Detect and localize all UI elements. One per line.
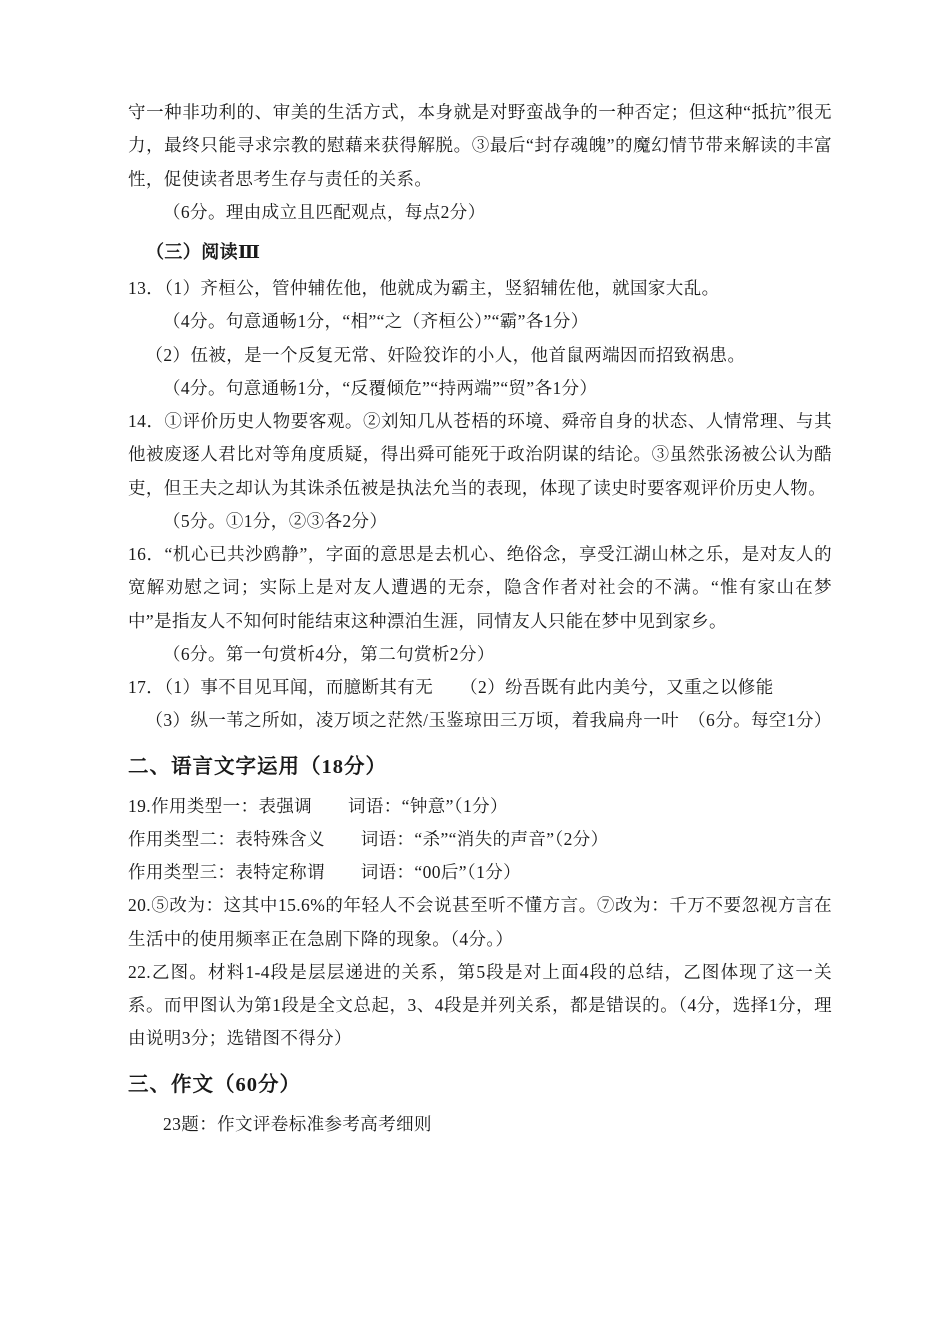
answer-paragraph-11: 守一种非功利的、审美的生活方式，本身就是对野蛮战争的一种否定；但这种“抵抗”很无力，最终只能寻求宗教的慰藉来获得解脱。③最后“封存魂魄”的魔幻情节带来解读的丰富性，促使读者思考生存与责任的关系。 — [128, 102, 832, 189]
scoring-note-11: （6分。理由成立且匹配观点，每点2分） — [163, 201, 486, 222]
answer-23: 23题：作文评卷标准参考高考细则 — [163, 1113, 432, 1134]
scoring-note-13-1: （4分。句意通畅1分，“相”“之（齐桓公）”“霸”各1分） — [163, 311, 589, 332]
answer-19-type-2: 作用类型二：表特殊含义 词语：“杀”“消失的声音”（2分） — [128, 828, 609, 849]
section-heading-language-use: 二、语言文字运用（18分） — [128, 755, 387, 778]
answer-16: 16．“机心已共沙鸥静”，字面的意思是去机心、绝俗念，享受江湖山林之乐，是对友人的宽解劝慰之词；实际上是对友人遭遇的无奈，隐含作者对社会的不满。“惟有家山在梦中”是指友人不知何时能结束这种漂泊生涯，同情友人只能在梦中见到家乡。 — [128, 544, 832, 631]
section-heading-composition: 三、作文（60分） — [128, 1073, 301, 1096]
answer-17-part-3: （3）纵一苇之所如，凌万顷之茫然/玉鉴琼田三万顷，着我扁舟一叶 （6分。每空1分） — [145, 710, 832, 731]
answer-14: 14．①评价历史人物要客观。②刘知几从苍梧的环境、舜帝自身的状态、人情常理、与其他被废逐人君比对等角度质疑，得出舜可能死于政治阴谋的结论。③虽然张汤被公认为酷吏，但王夫之却认为其诛杀伍被是执法允当的表现，体现了读史时要客观评价历史人物。 — [128, 411, 832, 498]
scoring-note-14: （5分。①1分，②③各2分） — [163, 510, 388, 531]
answer-13-1: 13．（1）齐桓公，管仲辅佐他，他就成为霸主，竖貂辅佐他，就国家大乱。 — [128, 278, 720, 299]
section-heading-reading-3: （三）阅读Ⅲ — [146, 242, 261, 262]
answer-19-type-1: 19.作用类型一：表强调 词语：“钟意”（1分） — [128, 795, 508, 816]
answer-22: 22.乙图。材料1-4段是层层递进的关系，第5段是对上面4段的总结，乙图体现了这一关系。而甲图认为第1段是全文总起，3、4段是并列关系，都是错误的。（4分，选择1分，理由说明3分；选错图不得分） — [128, 961, 832, 1049]
answer-17-parts-1-2: 17．（1）事不目见耳闻，而臆断其有无 （2）纷吾既有此内美兮，又重之以修能 — [128, 677, 774, 698]
answer-13-2: （2）伍被，是一个反复无常、奸险狡诈的小人，他首鼠两端因而招致祸患。 — [145, 344, 746, 365]
answer-19-type-3: 作用类型三：表特定称谓 词语：“00后”（1分） — [128, 862, 522, 883]
document-body — [128, 96, 832, 1141]
scoring-note-13-2: （4分。句意通畅1分，“反覆倾危”“持两端”“贸”各1分） — [163, 377, 598, 398]
answer-20: 20.⑤改为：这其中15.6%的年轻人不会说甚至听不懂方言。⑦改为：千万不要忽视方言在生活中的使用频率正在急剧下降的现象。（4分。） — [128, 895, 832, 949]
scoring-note-16: （6分。第一句赏析4分，第二句赏析2分） — [163, 643, 495, 664]
